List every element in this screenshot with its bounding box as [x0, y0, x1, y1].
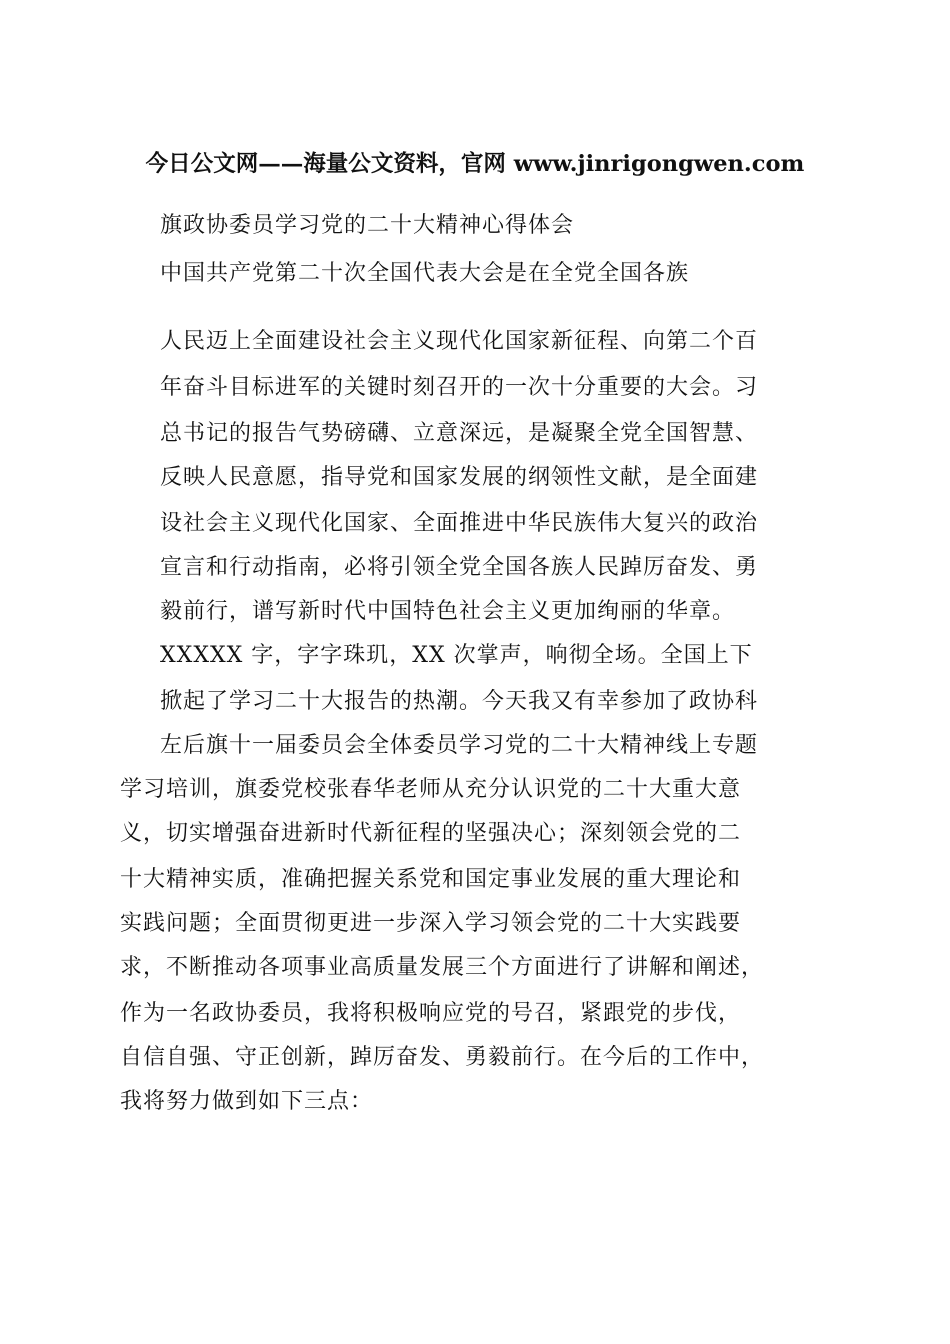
body-line: 中国共产党第二十次全国代表大会是在全党全国各族 [160, 261, 690, 286]
document-title: 旗政协委员学习党的二十大精神心得体会 [160, 213, 575, 238]
page-header: 今日公文网——海量公文资料，官网 www.jinrigongwen.com [145, 151, 805, 177]
body-line: 实践问题；全面贯彻更进一步深入学习领会党的二十大实践要 [120, 911, 742, 936]
body-line: 我将努力做到如下三点： [120, 1089, 374, 1114]
body-line: 设社会主义现代化国家、全面推进中华民族伟大复兴的政治 [160, 511, 759, 536]
body-line: 反映人民意愿，指导党和国家发展的纲领性文献，是全面建 [160, 465, 759, 490]
body-line: 宣言和行动指南，必将引领全党全国各族人民踔厉奋发、勇 [160, 555, 759, 580]
body-line: 学习培训，旗委党校张春华老师从充分认识党的二十大重大意 [120, 777, 742, 802]
body-line: 总书记的报告气势磅礴、立意深远，是凝聚全党全国智慧、 [160, 421, 759, 446]
body-line: 毅前行，谱写新时代中国特色社会主义更加绚丽的华章。 [160, 599, 736, 624]
body-line: 义，切实增强奋进新时代新征程的坚强决心；深刻领会党的二 [120, 821, 742, 846]
body-line: 自信自强、守正创新，踔厉奋发、勇毅前行。在今后的工作中， [120, 1045, 765, 1070]
body-line: 掀起了学习二十大报告的热潮。今天我又有幸参加了政协科 [160, 689, 759, 714]
body-line: 人民迈上全面建设社会主义现代化国家新征程、向第二个百 [160, 329, 759, 354]
body-line: XXXXX 字，字字珠玑，XX 次掌声，响彻全场。全国上下 [160, 643, 753, 668]
body-line: 左后旗十一届委员会全体委员学习党的二十大精神线上专题 [160, 733, 759, 758]
body-line: 求，不断推动各项事业高质量发展三个方面进行了讲解和阐述， [120, 955, 765, 980]
body-line: 年奋斗目标进军的关键时刻召开的一次十分重要的大会。习 [160, 375, 759, 400]
body-line: 作为一名政协委员，我将积极响应党的号召，紧跟党的步伐， [120, 1001, 742, 1026]
body-line: 十大精神实质，准确把握关系党和国定事业发展的重大理论和 [120, 867, 742, 892]
